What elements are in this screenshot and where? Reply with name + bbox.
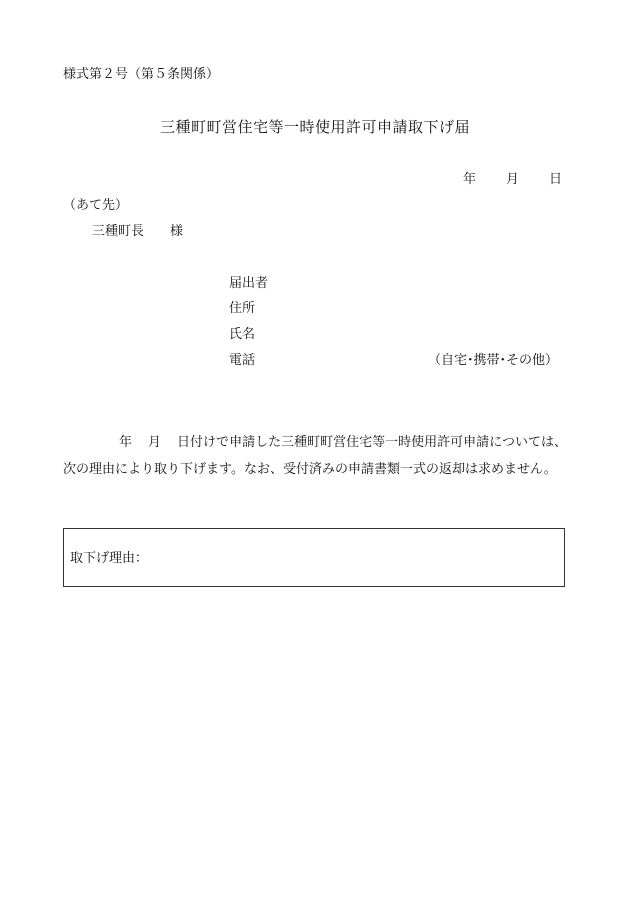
phone-type-note: （自宅･携帯･その他）	[427, 353, 558, 368]
statement-year-label: 年	[119, 435, 133, 450]
addressee-honorific: 様	[170, 224, 184, 239]
withdrawal-reason-box[interactable]	[63, 528, 565, 587]
phone-label: 電話	[229, 353, 256, 368]
document-title: 三種町町営住宅等一時使用許可申請取下げ届	[159, 118, 470, 136]
statement-month-label: 月	[148, 435, 162, 450]
addressee-name: 三種町長	[92, 224, 145, 239]
name-label: 氏名	[229, 327, 256, 342]
applicant-header: 届出者	[229, 276, 269, 291]
address-label: 住所	[229, 301, 256, 316]
date-month-label: 月	[505, 172, 519, 187]
withdrawal-statement	[63, 430, 567, 483]
form-number: 様式第２号（第５条関係）	[63, 67, 220, 82]
addressee-label: （あて先）	[63, 198, 129, 213]
statement-text: 日付けで申請した三種町町営住宅等一時使用許可申請については、次の理由により取り下げます。なお、受付済みの申請書類一式の返却は求めません。	[63, 435, 567, 477]
addressee-name-line	[92, 225, 183, 238]
date-line	[463, 173, 562, 186]
date-day-label: 日	[548, 172, 562, 187]
date-year-label: 年	[462, 172, 476, 187]
withdrawal-reason-label: 取下げ理由：	[70, 551, 149, 566]
